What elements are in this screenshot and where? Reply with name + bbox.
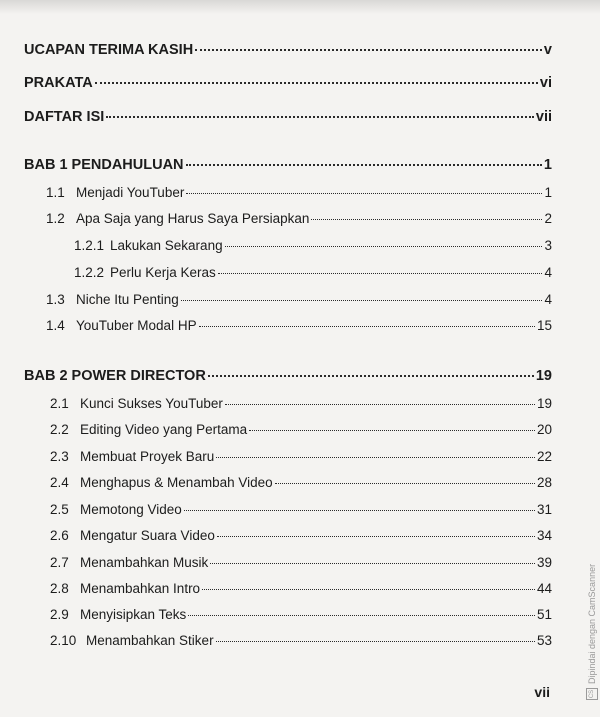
leader-dots (186, 193, 542, 194)
section-page: 44 (536, 581, 552, 596)
section-number: 2.9 (50, 607, 69, 622)
section-number: 1.1 (46, 185, 65, 200)
leader-dots (210, 563, 535, 564)
leader-dots (195, 49, 542, 51)
watermark-text: Dipindai dengan CamScanner (587, 563, 597, 684)
leader-dots (249, 430, 535, 431)
section-title: Mengatur Suara Video (80, 528, 215, 543)
leader-dots (216, 641, 535, 642)
leader-dots (106, 116, 534, 118)
section-page: 28 (536, 475, 552, 490)
chapter-page: 19 (535, 368, 552, 384)
section-title: Membuat Proyek Baru (80, 449, 215, 464)
section-number: 1.3 (46, 292, 65, 307)
scanner-watermark (586, 564, 598, 700)
section-page: 53 (536, 633, 552, 648)
leader-dots (186, 164, 542, 166)
leader-dots (217, 536, 535, 537)
section-page: 22 (536, 449, 552, 464)
toc-section (50, 396, 552, 411)
leader-dots (225, 246, 543, 247)
toc-entry-ucapan (24, 42, 552, 58)
section-page: 4 (544, 265, 552, 280)
leader-dots (208, 375, 534, 377)
toc-section (46, 318, 552, 333)
toc-chapter-1 (24, 157, 552, 173)
leader-dots (216, 457, 535, 458)
section-title: Perlu Kerja Keras (110, 265, 216, 280)
leader-dots (218, 273, 543, 274)
toc-section (50, 422, 552, 437)
section-number: 2.8 (50, 581, 69, 596)
toc-section (46, 185, 552, 200)
toc-entry-prakata (24, 75, 552, 91)
section-number: 1.2.1 (74, 238, 105, 253)
section-number: 2.4 (50, 475, 69, 490)
page-top-edge (0, 0, 600, 14)
section-page: 20 (536, 422, 552, 437)
leader-dots (181, 300, 543, 301)
toc-subsection (74, 265, 552, 280)
section-title: Menambahkan Musik (80, 555, 209, 570)
toc-section (50, 607, 552, 622)
leader-dots (199, 326, 535, 327)
section-title: Memotong Video (80, 502, 182, 517)
page-number: vii (534, 684, 550, 700)
toc-entry-title: PRAKATA (24, 75, 93, 91)
toc-section (50, 633, 552, 648)
section-page: 51 (536, 607, 552, 622)
section-number: 2.3 (50, 449, 69, 464)
section-title: Menambahkan Intro (80, 581, 201, 596)
toc-section (50, 502, 552, 517)
toc-entry-title: UCAPAN TERIMA KASIH (24, 42, 194, 58)
toc-section (50, 475, 552, 490)
section-title: Kunci Sukses YouTuber (80, 396, 223, 411)
toc-section (50, 528, 552, 543)
section-page: 39 (536, 555, 552, 570)
leader-dots (311, 219, 542, 220)
toc-section (50, 555, 552, 570)
toc-entry-page: vi (539, 75, 552, 91)
section-page: 34 (536, 528, 552, 543)
chapter-title: BAB 2 POWER DIRECTOR (24, 368, 206, 384)
section-page: 3 (544, 238, 552, 253)
leader-dots (202, 589, 535, 590)
leader-dots (95, 82, 538, 84)
camscanner-logo-icon: CS (586, 688, 598, 700)
section-title: Menyisipkan Teks (80, 607, 187, 622)
section-number: 1.2 (46, 211, 65, 226)
section-title: Menjadi YouTuber (76, 185, 185, 200)
section-page: 1 (544, 185, 552, 200)
section-number: 2.1 (50, 396, 69, 411)
section-page: 31 (536, 502, 552, 517)
leader-dots (188, 615, 535, 616)
toc-section (46, 292, 552, 307)
section-number: 1.2.2 (74, 265, 105, 280)
section-page: 15 (536, 318, 552, 333)
chapter-page: 1 (543, 157, 552, 173)
leader-dots (184, 510, 535, 511)
section-page: 19 (536, 396, 552, 411)
section-number: 2.6 (50, 528, 69, 543)
section-page: 2 (544, 211, 552, 226)
toc-entry-title: DAFTAR ISI (24, 109, 105, 125)
section-title: Menghapus & Menambah Video (80, 475, 273, 490)
section-number: 1.4 (46, 318, 65, 333)
section-title: Menambahkan Stiker (86, 633, 214, 648)
section-page: 4 (544, 292, 552, 307)
section-title: Lakukan Sekarang (110, 238, 223, 253)
section-title: Editing Video yang Pertama (80, 422, 248, 437)
section-number: 2.2 (50, 422, 69, 437)
leader-dots (225, 404, 535, 405)
section-number: 2.7 (50, 555, 69, 570)
toc-section (50, 581, 552, 596)
section-number: 2.5 (50, 502, 69, 517)
chapter-title: BAB 1 PENDAHULUAN (24, 157, 184, 173)
section-number: 2.10 (50, 633, 77, 648)
section-title: Apa Saja yang Harus Saya Persiapkan (76, 211, 310, 226)
toc-chapter-2 (24, 368, 552, 384)
section-title: YouTuber Modal HP (76, 318, 197, 333)
toc-section (46, 211, 552, 226)
toc-subsection (74, 238, 552, 253)
toc-entry-page: vii (535, 109, 552, 125)
toc-entry-page: v (543, 42, 552, 58)
leader-dots (275, 483, 535, 484)
toc-entry-daftar-isi (24, 109, 552, 125)
section-title: Niche Itu Penting (76, 292, 179, 307)
toc-section (50, 449, 552, 464)
